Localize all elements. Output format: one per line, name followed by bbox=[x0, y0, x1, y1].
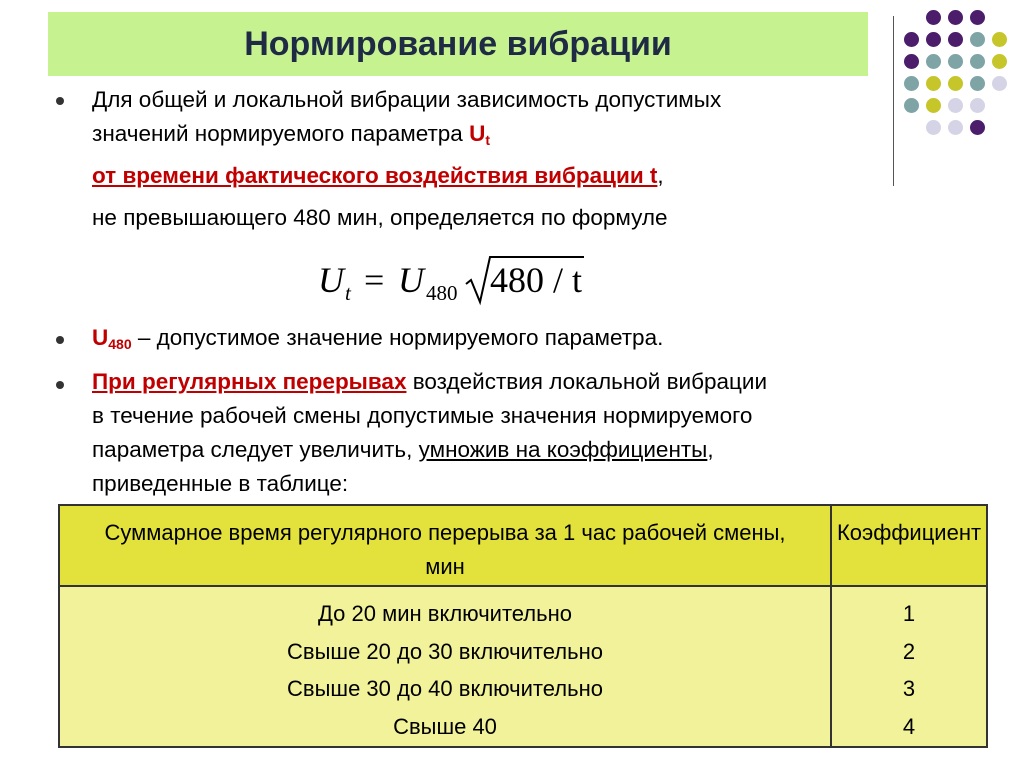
bullet-1-line-3: от времени фактического воздействия вибрации t, bbox=[92, 163, 664, 188]
bullet-1-line-1: Для общей и локальной вибрации зависимость допустимых bbox=[92, 87, 722, 112]
decor-dot bbox=[948, 32, 963, 47]
formula-U: U bbox=[318, 260, 344, 300]
decor-dot bbox=[904, 32, 919, 47]
bullet-3-line-2: в течение рабочей смены допустимые значения нормируемого bbox=[92, 403, 753, 428]
formula-t-sub: t bbox=[345, 281, 351, 305]
coefficient-table bbox=[58, 504, 988, 748]
multiply-phrase: умножив на коэффициенты bbox=[418, 437, 708, 462]
decor-dot-grid bbox=[904, 10, 1024, 170]
table-header-time: Суммарное время регулярного перерыва за 1 час рабочей смены, мин bbox=[59, 505, 831, 586]
formula-U480: U bbox=[398, 260, 424, 300]
decor-dot bbox=[948, 120, 963, 135]
decor-dot bbox=[948, 10, 963, 25]
bullet-marker bbox=[56, 381, 64, 389]
formula-eq: = bbox=[364, 260, 385, 300]
decor-dot bbox=[926, 98, 941, 113]
decor-divider bbox=[893, 16, 894, 186]
regular-breaks-phrase: При регулярных перерывах bbox=[92, 369, 407, 394]
bullet-1-line-2: значений нормируемого параметра $U_t$ bbox=[92, 121, 490, 148]
decor-dot bbox=[970, 76, 985, 91]
decor-dot bbox=[926, 10, 941, 25]
decor-dot bbox=[926, 76, 941, 91]
decor-dot bbox=[948, 76, 963, 91]
table-cell-range: Свыше 20 до 30 включительно bbox=[287, 638, 603, 664]
decor-dot bbox=[992, 32, 1007, 47]
formula-radicand: 480 / t bbox=[490, 260, 583, 300]
decor-dot bbox=[904, 54, 919, 69]
table-cell-coef: 4 bbox=[902, 713, 916, 739]
table-col-ranges bbox=[59, 586, 831, 747]
decor-dot bbox=[948, 54, 963, 69]
decor-dot bbox=[992, 76, 1007, 91]
formula-480-sub: 480 bbox=[426, 281, 458, 305]
decor-dot bbox=[904, 76, 919, 91]
bullet-2: $U_{480}$ – допустимое значение нормируемого параметра. bbox=[92, 325, 664, 352]
bullet-marker bbox=[56, 336, 64, 344]
decor-dot bbox=[970, 32, 985, 47]
bullet-1-line-4: не превышающего 480 мин, определяется по формуле bbox=[92, 205, 668, 230]
decor-dot bbox=[926, 32, 941, 47]
decor-dot bbox=[970, 54, 985, 69]
decor-dot bbox=[926, 54, 941, 69]
decor-dot bbox=[948, 98, 963, 113]
table-cell-range: Свыше 30 до 40 включительно bbox=[287, 676, 603, 701]
table-cell-coef: 1 bbox=[902, 601, 916, 626]
bullet-3-line-3: параметра следует увеличить, умножив на коэффициенты, bbox=[92, 437, 714, 462]
decor-dot bbox=[970, 120, 985, 135]
table-header-coefficient: Коэффициент bbox=[831, 505, 987, 586]
table-cell-coef: 3 bbox=[902, 676, 916, 701]
table-cell-coef: 2 bbox=[902, 638, 916, 664]
bullet-3-line-1: При регулярных перерывах воздействия локальной вибрации bbox=[92, 369, 768, 394]
decor-dot bbox=[970, 98, 985, 113]
decor-dot bbox=[926, 120, 941, 135]
decor-dot bbox=[970, 10, 985, 25]
time-phrase: от времени фактического воздействия вибрации t bbox=[92, 163, 658, 188]
decor-dot bbox=[992, 54, 1007, 69]
vibration-formula bbox=[318, 252, 618, 306]
bullet-3-line-4: приведенные в таблице: bbox=[92, 471, 349, 496]
table-cell-range: До 20 мин включительно bbox=[318, 601, 572, 626]
table-col-coefs bbox=[831, 586, 987, 747]
bullet-marker bbox=[56, 97, 64, 105]
slide-title: Нормирование вибрации bbox=[48, 12, 868, 76]
decor-dot bbox=[904, 98, 919, 113]
table-cell-range: Свыше 40 bbox=[393, 713, 497, 739]
